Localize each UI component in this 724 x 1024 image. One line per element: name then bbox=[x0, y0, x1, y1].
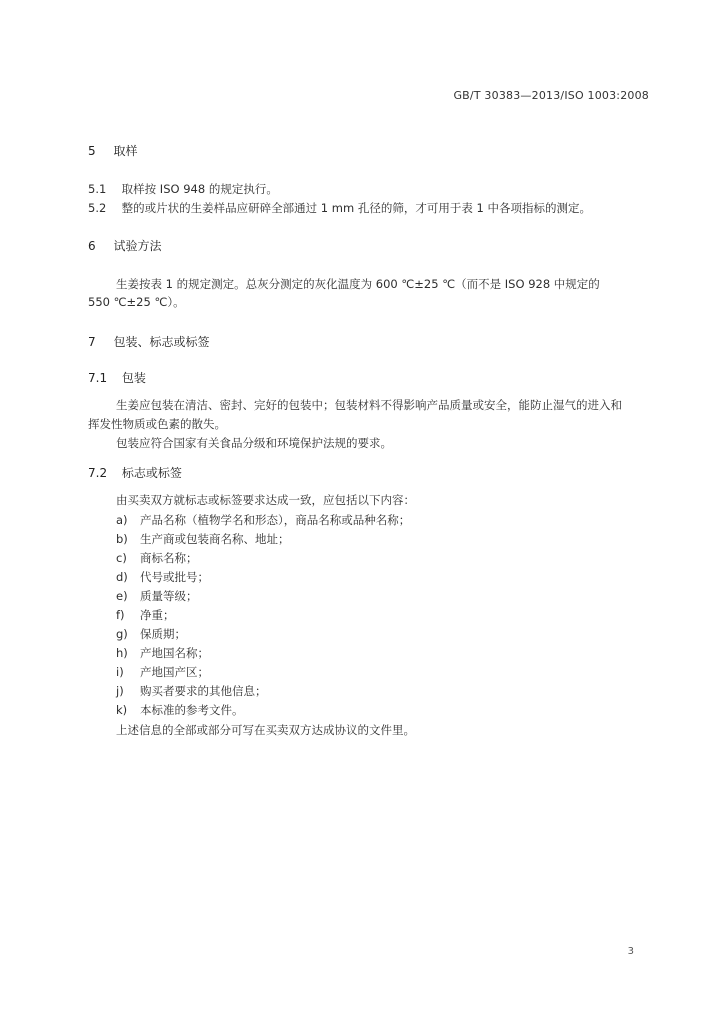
list-item bbox=[116, 531, 290, 547]
list-item-text: 质量等级； bbox=[140, 589, 198, 603]
list-item bbox=[116, 550, 198, 566]
list-item-text: 产地国产区； bbox=[140, 665, 209, 679]
section-5-heading bbox=[88, 142, 137, 159]
list-item-letter: a) bbox=[116, 513, 128, 527]
list-item bbox=[116, 588, 198, 604]
paragraph-line: 生姜应包装在清洁、密封、完好的包装中；包装材料不得影响产品质量或安全，能防止湿气的进入和 bbox=[116, 398, 622, 412]
page-number: 3 bbox=[627, 946, 634, 957]
list-item-letter: j) bbox=[116, 684, 124, 698]
section-7-heading bbox=[88, 333, 209, 350]
section-number: 7 bbox=[88, 335, 96, 349]
section-number: 6 bbox=[88, 239, 96, 253]
list-item bbox=[116, 607, 175, 623]
list-item-text: 代号或批号； bbox=[140, 570, 209, 584]
list-item-text: 购买者要求的其他信息； bbox=[140, 684, 267, 698]
clause-text: 整的或片状的生姜样品应研碎全部通过 1 mm 孔径的筛，才可用于表 1 中各项指标的测定。 bbox=[121, 201, 591, 215]
section-title: 包装、标志或标签 bbox=[113, 335, 210, 349]
list-item-text: 生产商或包装商名称、地址； bbox=[140, 532, 290, 546]
list-item bbox=[116, 569, 209, 585]
list-item-text: 净重； bbox=[140, 608, 175, 622]
standard-code-header: GB/T 30383—2013/ISO 1003:2008 bbox=[453, 89, 649, 102]
list-outro: 上述信息的全部或部分可写在买卖双方达成协议的文件里。 bbox=[116, 723, 415, 737]
clause-7-1-heading bbox=[88, 369, 146, 386]
clause-number: 7.2 bbox=[88, 466, 108, 480]
list-item bbox=[116, 645, 209, 661]
clause-title: 标志或标签 bbox=[121, 466, 182, 480]
section-title: 试验方法 bbox=[113, 239, 162, 253]
list-item bbox=[116, 512, 410, 528]
list-item-letter: i) bbox=[116, 665, 124, 679]
list-item-letter: b) bbox=[116, 532, 128, 546]
list-item-text: 产品名称（植物学名和形态），商品名称或品种名称； bbox=[140, 513, 411, 527]
list-item-letter: d) bbox=[116, 570, 128, 584]
list-item-text: 本标准的参考文件。 bbox=[140, 703, 244, 717]
list-item bbox=[116, 683, 267, 699]
section-title: 取样 bbox=[113, 144, 138, 158]
list-item bbox=[116, 626, 186, 642]
clause-number: 5.2 bbox=[88, 201, 107, 215]
list-intro: 由买卖双方就标志或标签要求达成一致，应包括以下内容： bbox=[116, 493, 415, 507]
clause-title: 包装 bbox=[121, 371, 146, 385]
paragraph-line: 生姜按表 1 的规定测定。总灰分测定的灰化温度为 600 ℃±25 ℃（而不是 ISO 928 中规定的 bbox=[116, 277, 600, 291]
clause-text: 取样按 ISO 948 的规定执行。 bbox=[121, 182, 278, 196]
paragraph-line: 包装应符合国家有关食品分级和环境保护法规的要求。 bbox=[116, 436, 392, 450]
list-item-letter: g) bbox=[116, 627, 128, 641]
list-item-letter: f) bbox=[116, 608, 125, 622]
list-item-letter: c) bbox=[116, 551, 127, 565]
clause-7-2-heading bbox=[88, 464, 182, 481]
section-6-heading bbox=[88, 237, 161, 254]
clause-number: 5.1 bbox=[88, 182, 107, 196]
list-item-text: 保质期； bbox=[140, 627, 186, 641]
list-item-letter: h) bbox=[116, 646, 128, 660]
list-item-letter: k) bbox=[116, 703, 128, 717]
list-item bbox=[116, 664, 209, 680]
list-item-text: 产地国名称； bbox=[140, 646, 209, 660]
paragraph-line: 挥发性物质或色素的散失。 bbox=[88, 417, 226, 431]
paragraph-line: 550 ℃±25 ℃）。 bbox=[88, 295, 185, 309]
section-number: 5 bbox=[88, 144, 96, 158]
clause-5-1 bbox=[88, 181, 278, 197]
list-item bbox=[116, 702, 244, 718]
clause-5-2 bbox=[88, 200, 591, 216]
list-item-letter: e) bbox=[116, 589, 128, 603]
list-item-text: 商标名称； bbox=[140, 551, 198, 565]
clause-number: 7.1 bbox=[88, 371, 108, 385]
